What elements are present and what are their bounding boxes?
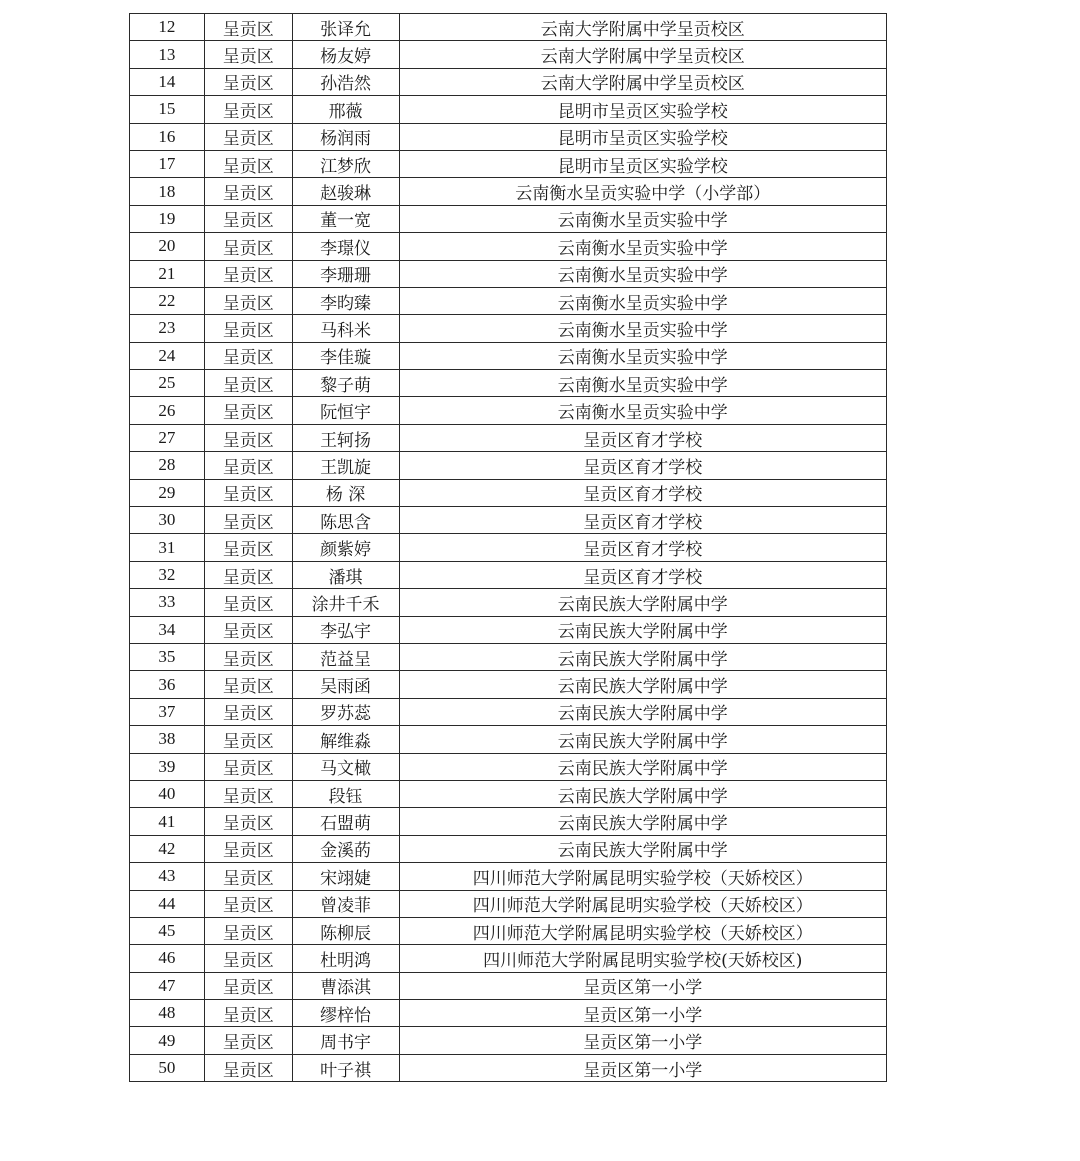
cell-district: 呈贡区	[204, 890, 292, 917]
table-row	[130, 315, 887, 342]
cell-school: 云南衡水呈贡实验中学	[399, 342, 887, 369]
cell-student-name: 宋翊婕	[292, 863, 399, 890]
table-row	[130, 917, 887, 944]
cell-district: 呈贡区	[204, 424, 292, 451]
cell-number: 21	[130, 260, 205, 287]
table-row	[130, 342, 887, 369]
table-row	[130, 424, 887, 451]
cell-number: 18	[130, 178, 205, 205]
cell-district: 呈贡区	[204, 315, 292, 342]
cell-student-name: 黎子萌	[292, 370, 399, 397]
cell-district: 呈贡区	[204, 150, 292, 177]
cell-school: 云南民族大学附属中学	[399, 698, 887, 725]
table-row	[130, 863, 887, 890]
cell-district: 呈贡区	[204, 561, 292, 588]
cell-school: 云南民族大学附属中学	[399, 835, 887, 862]
cell-student-name: 缪梓怡	[292, 1000, 399, 1027]
table-row	[130, 616, 887, 643]
table-row	[130, 452, 887, 479]
table-row	[130, 68, 887, 95]
cell-number: 40	[130, 780, 205, 807]
cell-district: 呈贡区	[204, 1027, 292, 1054]
cell-number: 37	[130, 698, 205, 725]
cell-number: 22	[130, 287, 205, 314]
cell-school: 昆明市呈贡区实验学校	[399, 150, 887, 177]
cell-number: 29	[130, 479, 205, 506]
table-row	[130, 150, 887, 177]
cell-student-name: 李璟仪	[292, 233, 399, 260]
cell-number: 49	[130, 1027, 205, 1054]
cell-school: 四川师范大学附属昆明实验学校(天娇校区)	[399, 945, 887, 972]
cell-student-name: 张译允	[292, 14, 399, 41]
table-row	[130, 287, 887, 314]
cell-district: 呈贡区	[204, 370, 292, 397]
cell-number: 28	[130, 452, 205, 479]
roster-table	[129, 13, 887, 1082]
cell-number: 19	[130, 205, 205, 232]
cell-student-name: 曾凌菲	[292, 890, 399, 917]
table-row	[130, 1054, 887, 1081]
cell-number: 44	[130, 890, 205, 917]
table-row	[130, 643, 887, 670]
cell-number: 16	[130, 123, 205, 150]
cell-school: 云南大学附属中学呈贡校区	[399, 41, 887, 68]
table-row	[130, 671, 887, 698]
cell-school: 呈贡区第一小学	[399, 1054, 887, 1081]
cell-number: 42	[130, 835, 205, 862]
cell-district: 呈贡区	[204, 397, 292, 424]
cell-student-name: 李佳璇	[292, 342, 399, 369]
cell-district: 呈贡区	[204, 726, 292, 753]
cell-school: 昆明市呈贡区实验学校	[399, 96, 887, 123]
table-row	[130, 178, 887, 205]
cell-district: 呈贡区	[204, 287, 292, 314]
cell-school: 云南衡水呈贡实验中学	[399, 260, 887, 287]
cell-district: 呈贡区	[204, 342, 292, 369]
cell-student-name: 李珊珊	[292, 260, 399, 287]
cell-number: 50	[130, 1054, 205, 1081]
cell-district: 呈贡区	[204, 41, 292, 68]
cell-number: 31	[130, 534, 205, 561]
cell-number: 12	[130, 14, 205, 41]
table-row	[130, 808, 887, 835]
cell-district: 呈贡区	[204, 452, 292, 479]
table-row	[130, 561, 887, 588]
cell-school: 云南民族大学附属中学	[399, 671, 887, 698]
table-row	[130, 780, 887, 807]
table-row	[130, 726, 887, 753]
cell-district: 呈贡区	[204, 507, 292, 534]
roster-table-body	[130, 14, 887, 1082]
table-row	[130, 698, 887, 725]
cell-number: 23	[130, 315, 205, 342]
cell-district: 呈贡区	[204, 14, 292, 41]
cell-number: 14	[130, 68, 205, 95]
cell-school: 呈贡区第一小学	[399, 1027, 887, 1054]
cell-district: 呈贡区	[204, 972, 292, 999]
cell-student-name: 邢薇	[292, 96, 399, 123]
cell-district: 呈贡区	[204, 643, 292, 670]
cell-district: 呈贡区	[204, 780, 292, 807]
table-row	[130, 589, 887, 616]
cell-number: 45	[130, 917, 205, 944]
cell-student-name: 周书宇	[292, 1027, 399, 1054]
table-row	[130, 890, 887, 917]
cell-number: 36	[130, 671, 205, 698]
cell-district: 呈贡区	[204, 205, 292, 232]
cell-number: 30	[130, 507, 205, 534]
table-row	[130, 1027, 887, 1054]
cell-number: 48	[130, 1000, 205, 1027]
cell-student-name: 赵骏琳	[292, 178, 399, 205]
cell-school: 云南民族大学附属中学	[399, 616, 887, 643]
cell-student-name: 王凯旋	[292, 452, 399, 479]
cell-student-name: 杨友婷	[292, 41, 399, 68]
cell-number: 38	[130, 726, 205, 753]
cell-number: 47	[130, 972, 205, 999]
cell-district: 呈贡区	[204, 123, 292, 150]
cell-district: 呈贡区	[204, 589, 292, 616]
cell-school: 呈贡区第一小学	[399, 1000, 887, 1027]
cell-district: 呈贡区	[204, 671, 292, 698]
table-row	[130, 123, 887, 150]
cell-school: 四川师范大学附属昆明实验学校（天娇校区）	[399, 863, 887, 890]
cell-student-name: 王轲扬	[292, 424, 399, 451]
cell-district: 呈贡区	[204, 698, 292, 725]
cell-student-name: 潘琪	[292, 561, 399, 588]
table-row	[130, 260, 887, 287]
cell-number: 43	[130, 863, 205, 890]
cell-student-name: 杜明鸿	[292, 945, 399, 972]
cell-student-name: 石盟萌	[292, 808, 399, 835]
table-row	[130, 1000, 887, 1027]
cell-district: 呈贡区	[204, 1000, 292, 1027]
cell-student-name: 段钰	[292, 780, 399, 807]
cell-school: 呈贡区育才学校	[399, 561, 887, 588]
cell-number: 13	[130, 41, 205, 68]
cell-school: 云南民族大学附属中学	[399, 589, 887, 616]
cell-number: 24	[130, 342, 205, 369]
cell-school: 云南民族大学附属中学	[399, 808, 887, 835]
cell-school: 云南大学附属中学呈贡校区	[399, 14, 887, 41]
cell-student-name: 颜紫婷	[292, 534, 399, 561]
cell-school: 云南民族大学附属中学	[399, 726, 887, 753]
cell-student-name: 范益呈	[292, 643, 399, 670]
cell-number: 41	[130, 808, 205, 835]
cell-student-name: 江梦欣	[292, 150, 399, 177]
cell-number: 46	[130, 945, 205, 972]
cell-student-name: 曹添淇	[292, 972, 399, 999]
cell-student-name: 金溪菂	[292, 835, 399, 862]
cell-district: 呈贡区	[204, 616, 292, 643]
cell-student-name: 叶子祺	[292, 1054, 399, 1081]
cell-school: 云南衡水呈贡实验中学	[399, 233, 887, 260]
table-row	[130, 945, 887, 972]
cell-school: 昆明市呈贡区实验学校	[399, 123, 887, 150]
table-row	[130, 753, 887, 780]
cell-school: 云南衡水呈贡实验中学	[399, 287, 887, 314]
cell-district: 呈贡区	[204, 479, 292, 506]
table-row	[130, 507, 887, 534]
cell-number: 34	[130, 616, 205, 643]
cell-district: 呈贡区	[204, 534, 292, 561]
cell-district: 呈贡区	[204, 233, 292, 260]
cell-student-name: 阮恒宇	[292, 397, 399, 424]
cell-student-name: 杨润雨	[292, 123, 399, 150]
cell-school: 呈贡区育才学校	[399, 424, 887, 451]
cell-district: 呈贡区	[204, 835, 292, 862]
cell-district: 呈贡区	[204, 68, 292, 95]
cell-district: 呈贡区	[204, 260, 292, 287]
cell-school: 云南衡水呈贡实验中学	[399, 205, 887, 232]
cell-school: 四川师范大学附属昆明实验学校（天娇校区）	[399, 917, 887, 944]
table-row	[130, 96, 887, 123]
cell-student-name: 吴雨函	[292, 671, 399, 698]
cell-district: 呈贡区	[204, 945, 292, 972]
cell-number: 32	[130, 561, 205, 588]
cell-number: 39	[130, 753, 205, 780]
cell-school: 云南民族大学附属中学	[399, 753, 887, 780]
table-row	[130, 479, 887, 506]
table-row	[130, 233, 887, 260]
cell-student-name: 马科米	[292, 315, 399, 342]
cell-district: 呈贡区	[204, 753, 292, 780]
table-row	[130, 534, 887, 561]
cell-student-name: 董一宽	[292, 205, 399, 232]
table-row	[130, 205, 887, 232]
cell-number: 27	[130, 424, 205, 451]
cell-school: 云南衡水呈贡实验中学（小学部）	[399, 178, 887, 205]
cell-school: 呈贡区育才学校	[399, 507, 887, 534]
cell-school: 云南衡水呈贡实验中学	[399, 315, 887, 342]
cell-school: 呈贡区第一小学	[399, 972, 887, 999]
cell-student-name: 陈柳辰	[292, 917, 399, 944]
table-row	[130, 14, 887, 41]
cell-school: 云南衡水呈贡实验中学	[399, 370, 887, 397]
cell-district: 呈贡区	[204, 917, 292, 944]
cell-district: 呈贡区	[204, 178, 292, 205]
cell-number: 25	[130, 370, 205, 397]
table-row	[130, 835, 887, 862]
cell-district: 呈贡区	[204, 808, 292, 835]
cell-school: 呈贡区育才学校	[399, 452, 887, 479]
cell-school: 云南民族大学附属中学	[399, 780, 887, 807]
table-row	[130, 972, 887, 999]
cell-number: 33	[130, 589, 205, 616]
cell-number: 15	[130, 96, 205, 123]
cell-student-name: 孙浩然	[292, 68, 399, 95]
table-row	[130, 397, 887, 424]
cell-student-name: 解维淼	[292, 726, 399, 753]
cell-district: 呈贡区	[204, 96, 292, 123]
cell-school: 云南大学附属中学呈贡校区	[399, 68, 887, 95]
cell-student-name: 涂井千禾	[292, 589, 399, 616]
cell-school: 呈贡区育才学校	[399, 534, 887, 561]
cell-school: 云南民族大学附属中学	[399, 643, 887, 670]
cell-school: 呈贡区育才学校	[399, 479, 887, 506]
cell-student-name: 李弘宇	[292, 616, 399, 643]
table-row	[130, 370, 887, 397]
cell-number: 20	[130, 233, 205, 260]
cell-student-name: 杨 深	[292, 479, 399, 506]
cell-school: 四川师范大学附属昆明实验学校（天娇校区）	[399, 890, 887, 917]
cell-school: 云南衡水呈贡实验中学	[399, 397, 887, 424]
cell-student-name: 李昀臻	[292, 287, 399, 314]
table-row	[130, 41, 887, 68]
cell-number: 35	[130, 643, 205, 670]
cell-student-name: 陈思含	[292, 507, 399, 534]
cell-number: 17	[130, 150, 205, 177]
cell-student-name: 马文橄	[292, 753, 399, 780]
cell-number: 26	[130, 397, 205, 424]
cell-district: 呈贡区	[204, 863, 292, 890]
cell-student-name: 罗苏蕊	[292, 698, 399, 725]
cell-district: 呈贡区	[204, 1054, 292, 1081]
